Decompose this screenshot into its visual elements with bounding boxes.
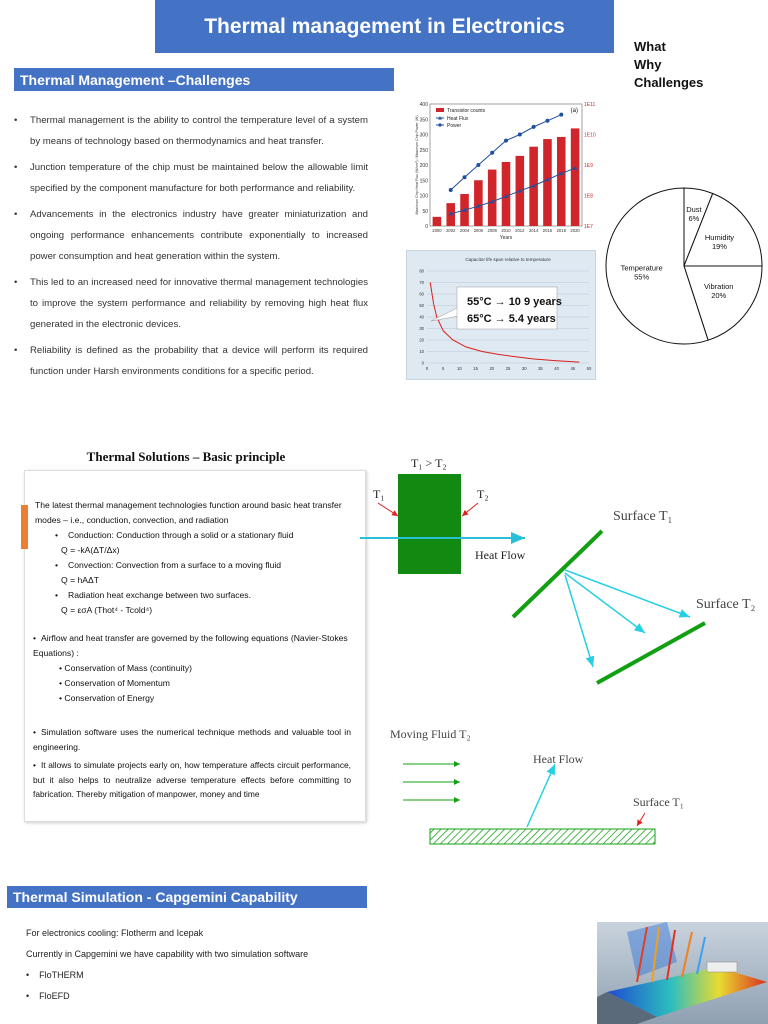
law-item: • Conservation of Momentum: [59, 678, 170, 688]
law-item: • Conservation of Mass (continuity): [59, 663, 192, 673]
solutions-box: [24, 470, 366, 822]
bar: [543, 139, 552, 226]
x-tick-label: 2016: [542, 228, 553, 233]
heat-flux-chart: [410, 98, 600, 244]
y-tick-label: 30: [419, 326, 424, 331]
law-label: Conservation of Momentum: [64, 678, 170, 688]
y-tick-label: 100: [419, 193, 428, 200]
mode-text: Conduction: Conduction through a solid or a stationary fluid: [68, 530, 294, 540]
bar: [433, 217, 442, 226]
simulate-detail: • It allows to simulate projects early on, how temperature affects circuit performance, but it also helps to neutralize adverse temperature effects before committing to fabrication. Thereby mitigation of manpower, money and time: [33, 760, 351, 799]
y2-tick-label: 1E9: [584, 163, 593, 169]
x-tick-label: 2008: [487, 228, 497, 233]
heat-flow-label: Heat Flow: [475, 548, 526, 562]
bar: [474, 180, 483, 226]
surface-t2: [597, 623, 705, 683]
mode-formula: Q = εσA (Thot⁴ - Tcold⁴): [61, 605, 153, 615]
failure-causes-pie-svg: [603, 185, 765, 347]
mode-item: • Convection: Convection from a surface to a moving fluid: [55, 560, 282, 570]
power-point: [559, 113, 563, 117]
power-point: [476, 163, 480, 167]
bar: [502, 162, 511, 226]
x-tick-label: 10: [457, 366, 462, 371]
curve-title: Capacitor life span relative to temperature: [465, 257, 551, 262]
convection-flow-label: Heat Flow: [533, 752, 584, 766]
ray-arrow: [565, 570, 690, 617]
y2-tick-label: 1E7: [584, 224, 593, 230]
solutions-intro: The latest thermal management technologies function around basic heat transfer modes – i.e., conduction, convection, and radiation: [35, 500, 342, 525]
mode-item: • Radiation heat exchange between two surfaces.: [55, 590, 251, 600]
radiation-diagram: [505, 495, 768, 695]
surface-t1-label: Surface T₁: [613, 509, 673, 524]
power-point: [532, 125, 536, 129]
radiation-svg: [505, 495, 768, 695]
y-tick-label: 200: [419, 163, 428, 169]
capacitor-life-chart: [406, 250, 596, 380]
y-tick-label: 350: [419, 117, 428, 124]
airflow-text: • Airflow and heat transfer are governed by the following equations (Navier-Stokes Equations) :: [33, 633, 348, 658]
legend-label: Heat Flux: [447, 116, 469, 122]
x-tick-label: 2018: [556, 228, 566, 233]
surface-label: Surface T₁: [633, 795, 684, 809]
y2-tick-label: 1E10: [584, 132, 596, 139]
surface-t1: [513, 531, 602, 617]
y-tick-label: 0: [425, 224, 428, 230]
bullet-item: • Reliability is defined as the probability that a device will perform its required function under Harsh environments conditions for a specific period.: [14, 340, 368, 382]
y-tick-label: 20: [419, 337, 424, 343]
x-tick-label: 15: [473, 366, 478, 371]
x-tick-label: 25: [505, 366, 511, 371]
legend-marker: [438, 123, 441, 126]
failure-causes-pie: [603, 185, 765, 347]
pie-value: 55%: [634, 272, 650, 282]
y-axis-label: Maximum Chip Heat Flux (W/cm²) / Maximum Chip Power (W): [415, 115, 419, 215]
bar: [488, 170, 497, 226]
capability-line: For electronics cooling: Flotherm and Icepak: [26, 928, 204, 938]
x-tick-label: 2000: [432, 228, 442, 233]
challenges-heading: Thermal Management –Challenges: [14, 68, 394, 91]
convection-diagram: [385, 722, 685, 850]
conduction-block: [398, 474, 461, 574]
x-tick-label: 45: [570, 366, 576, 371]
cfd-image-svg: [597, 922, 768, 1024]
mode-list: [55, 528, 360, 618]
mode-item: • Conduction: Conduction through a solid or a stationary fluid: [55, 530, 294, 540]
power-point: [449, 188, 453, 192]
x-tick-label: 35: [538, 366, 543, 371]
pie-value: 6%: [688, 213, 700, 223]
legend-label: Transistor counts: [447, 108, 486, 114]
power-point: [545, 119, 549, 123]
tool-item: • FloTHERM: [26, 970, 84, 980]
capability-heading: Thermal Simulation - Capgemini Capability: [7, 886, 367, 908]
t1-pointer: [378, 503, 398, 516]
x-tick-label: 2004: [459, 228, 470, 233]
laws-list: [59, 661, 192, 706]
bullet-item: • Thermal management is the ability to control the temperature level of a system by means of technology based on thermodynamics and heat transfer.: [14, 110, 368, 152]
x-tick-label: 30: [521, 366, 527, 371]
bar: [557, 137, 566, 226]
pie-label: Vibration: [703, 282, 734, 292]
callout-line: 65°C → 5.4 years: [467, 313, 556, 325]
solutions-heading: Thermal Solutions – Basic principle: [86, 449, 286, 464]
x-tick-label: 50: [586, 366, 592, 371]
y-tick-label: 150: [419, 178, 428, 185]
x-tick-label: 40: [554, 366, 559, 371]
y-tick-label: 300: [419, 132, 428, 139]
simulation-label: Simulation software uses the numerical technique methods and valuable tool in engineering.: [33, 727, 351, 752]
y-tick-label: 400: [419, 102, 428, 108]
y-tick-label: 50: [422, 208, 428, 215]
power-point: [490, 151, 494, 155]
tool-label: FloTHERM: [39, 970, 84, 980]
y2-tick-label: 1E11: [584, 102, 596, 108]
convection-surface: [430, 829, 655, 844]
t2-label: T₂: [477, 487, 489, 501]
orange-accent: [21, 505, 28, 549]
mode-text: Convection: Convection from a surface to a moving fluid: [68, 560, 282, 570]
x-tick-label: 5: [442, 366, 445, 371]
y-tick-label: 70: [419, 280, 424, 285]
capacitor-life-svg: [407, 251, 595, 379]
x-tick-label: 2002: [446, 228, 456, 233]
law-label: Conservation of Mass (continuity): [64, 663, 192, 673]
side-item-what: What: [634, 39, 666, 54]
capability-line: Currently in Capgemini we have capability with two simulation software: [26, 949, 309, 959]
pie-value: 19%: [711, 241, 727, 251]
y-tick-label: 0: [421, 360, 424, 366]
side-item-why: Why: [634, 57, 662, 72]
moving-fluid-label: Moving Fluid T₂: [390, 727, 471, 741]
tool-item: • FloEFD: [26, 991, 70, 1001]
pie-label: Dust: [686, 204, 702, 214]
simulation-text: • Simulation software uses the numerical technique methods and valuable tool in engineering.: [33, 727, 351, 752]
t2-pointer: [462, 503, 478, 516]
heat-flow-arrow: [527, 764, 555, 827]
mode-formula: Q = hAΔT: [61, 575, 99, 585]
law-label: Conservation of Energy: [64, 693, 155, 703]
t1-label: T₁: [373, 487, 385, 501]
y-tick-label: 10: [419, 349, 424, 354]
ray-arrow: [565, 575, 593, 667]
simulate-detail-label: It allows to simulate projects early on, how temperature affects circuit performance, but it also helps to neutralize adverse temperature effects before committing to fabrication. Thereby mitigation of manpower, money and time: [33, 760, 351, 799]
x-tick-label: 2020: [570, 228, 580, 233]
y-tick-label: 60: [419, 291, 424, 297]
page-title: Thermal management in Electronics: [155, 0, 614, 53]
power-point: [463, 175, 467, 179]
y-tick-label: 40: [419, 314, 424, 320]
pie-value: 20%: [711, 291, 727, 301]
callout-line: 55°C → 10 9 years: [467, 296, 562, 308]
side-item-challenges: Challenges: [634, 75, 704, 90]
y-tick-label: 250: [419, 147, 428, 154]
bar: [571, 128, 580, 226]
x-axis-label: Years: [499, 235, 513, 241]
y-tick-label: 80: [419, 268, 424, 274]
x-tick-label: 2006: [473, 228, 484, 233]
x-tick-label: 2012: [515, 228, 525, 233]
ray-arrow: [565, 573, 645, 633]
side-list: [634, 38, 703, 92]
mode-formula: Q = -kA(ΔT/Δx): [61, 545, 120, 555]
bullet-item: • This led to an increased need for innovative thermal management technologies to improve the system performance and reliability by removing high heat flux generated in the electronic devices.: [14, 272, 368, 335]
tool-label: FloEFD: [39, 991, 70, 1001]
legend-swatch: [436, 108, 444, 112]
legend-label: Power: [447, 123, 462, 129]
cfd-simulation-image: [597, 922, 768, 1024]
panel-label: (a): [570, 108, 578, 114]
law-item: • Conservation of Energy: [59, 693, 155, 703]
pie-label: Temperature: [620, 263, 663, 273]
x-tick-label: 20: [489, 366, 495, 371]
x-tick-label: 0: [425, 366, 429, 371]
airflow-label: Airflow and heat transfer are governed by the following equations (Navier-Stokes Equations) :: [33, 633, 348, 658]
x-tick-label: 2010: [501, 228, 511, 233]
power-point: [518, 133, 522, 137]
surface-t2-label: Surface T₂: [696, 597, 756, 612]
mode-text: Radiation heat exchange between two surfaces.: [68, 590, 251, 600]
t-relation: T₁ > T₂: [411, 456, 447, 470]
challenges-bullets: [14, 110, 368, 387]
bullet-item: • Junction temperature of the chip must be maintained below the allowable limit specified by the component manufacture for both performance and reliability.: [14, 157, 368, 199]
power-point: [504, 139, 508, 143]
heat-flux-chart-svg: [410, 98, 600, 244]
pie-label: Humidity: [704, 232, 735, 242]
bullet-item: • Advancements in the electronics industry have greater miniaturization and ongoing performance enhancements contribute exponentially to increased power consumption and heat generation within the system.: [14, 204, 368, 267]
surface-pointer: [637, 813, 645, 826]
y2-tick-label: 1E8: [584, 193, 593, 200]
x-tick-label: 2014: [528, 228, 539, 233]
y-tick-label: 50: [419, 303, 424, 308]
capability-list: [26, 928, 308, 1012]
